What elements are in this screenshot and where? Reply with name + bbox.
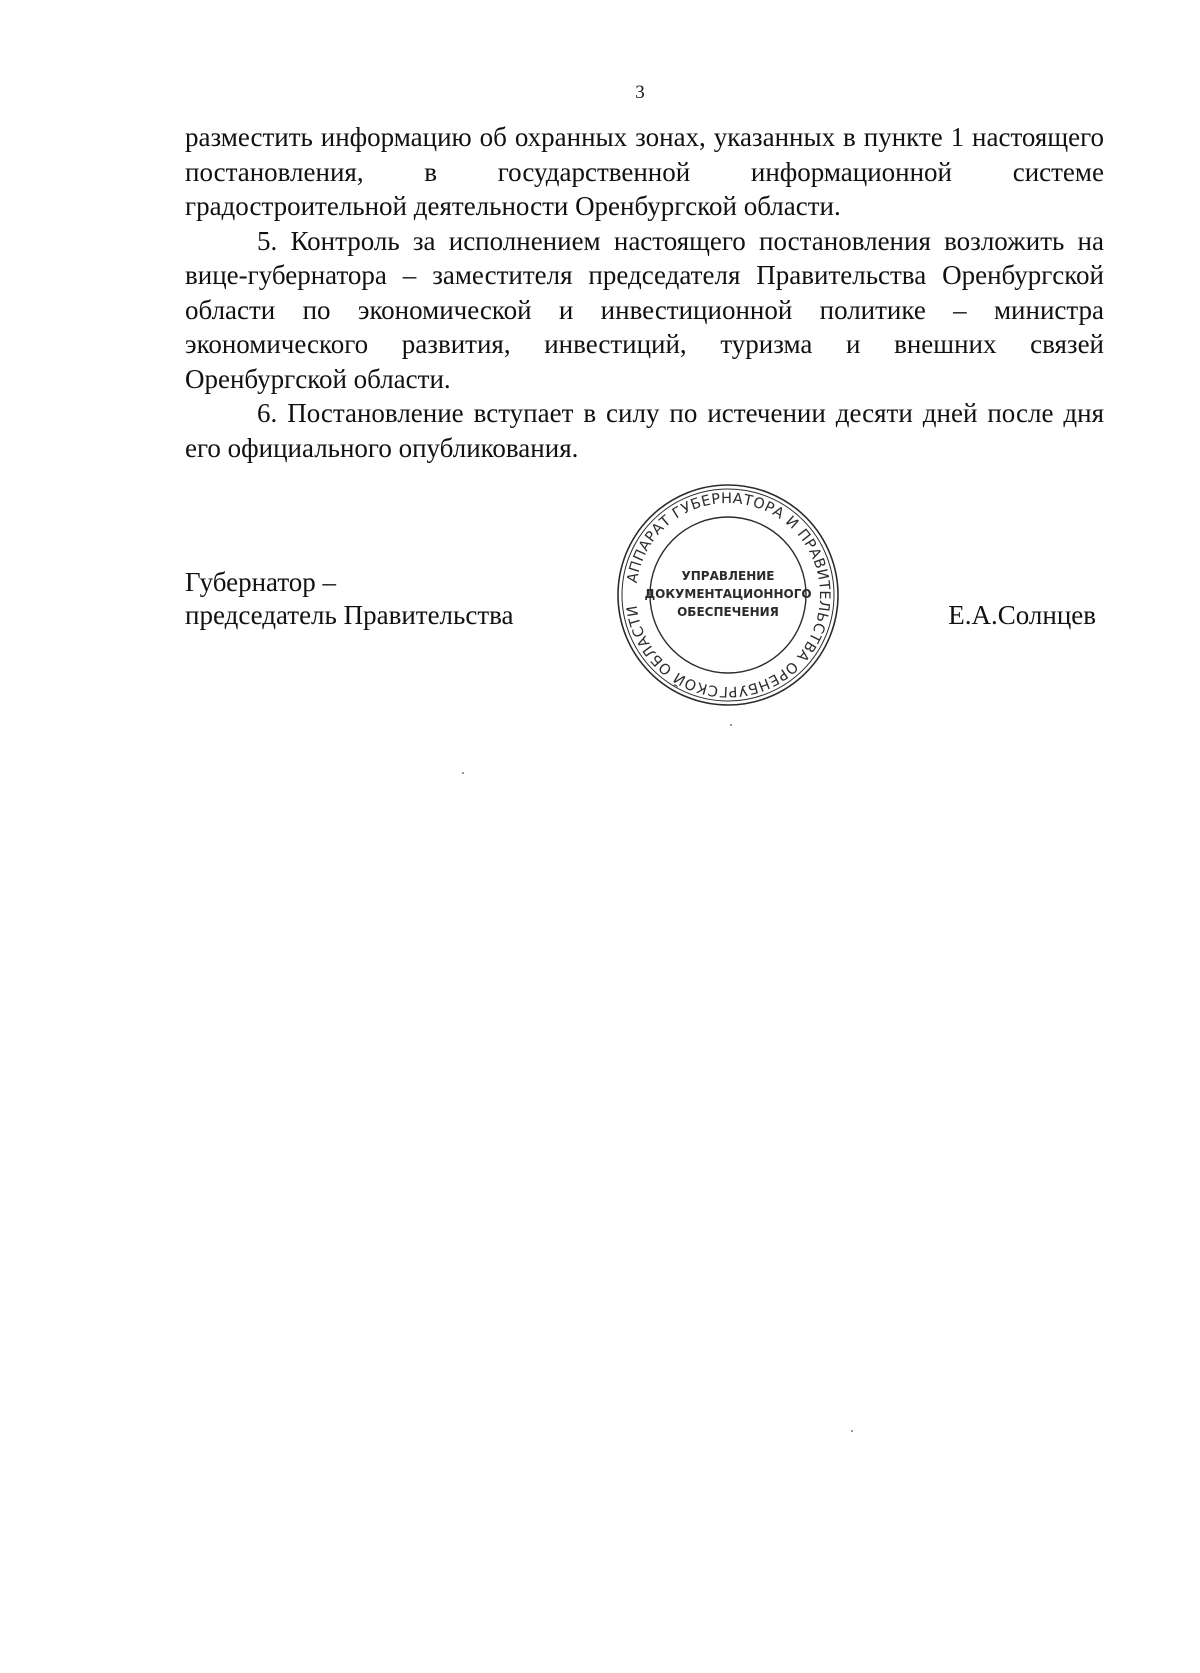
- official-seal: [615, 482, 841, 708]
- signatory-name: Е.А.Солнцев: [948, 600, 1096, 630]
- seal-outer-text: АППАРАТ ГУБЕРНАТОРА И ПРАВИТЕЛЬСТВА ОРЕНБУРГСКОЙ ОБЛАСТИ: [624, 490, 833, 700]
- scan-speck: [462, 772, 464, 774]
- scan-speck: [730, 724, 732, 726]
- paragraph-continuation: разместить информацию об охранных зонах, указанных в пункте 1 настоящего постановления, в государственной информационной системе градостроительной деятельности Оренбургской области.: [185, 122, 1104, 221]
- document-body: [185, 120, 1104, 465]
- signatory-position-line-1: Губернатор –: [185, 567, 337, 597]
- seal-center-line-3: ОБЕСПЕЧЕНИЯ: [677, 605, 779, 619]
- signatory-position: [185, 566, 514, 632]
- signatory-position-line-2: председатель Правительства: [185, 600, 514, 630]
- scan-speck: [851, 1430, 853, 1432]
- paragraph-item-6: 6. Постановление вступает в силу по истечении десяти дней после дня его официального опубликования.: [185, 398, 1104, 463]
- paragraph-item-5: 5. Контроль за исполнением настоящего постановления возложить на вице-губернатора – заместителя председателя Правительства Оренбургской области по экономической и инвестиционной политике – министра экономического развития, инвестиций, туризма и внешних связей Оренбургской области.: [185, 225, 1104, 394]
- seal-center-line-2: ДОКУМЕНТАЦИОННОГО: [644, 587, 812, 601]
- seal-center-line-1: УПРАВЛЕНИЕ: [681, 569, 775, 583]
- page-number: 3: [635, 82, 645, 103]
